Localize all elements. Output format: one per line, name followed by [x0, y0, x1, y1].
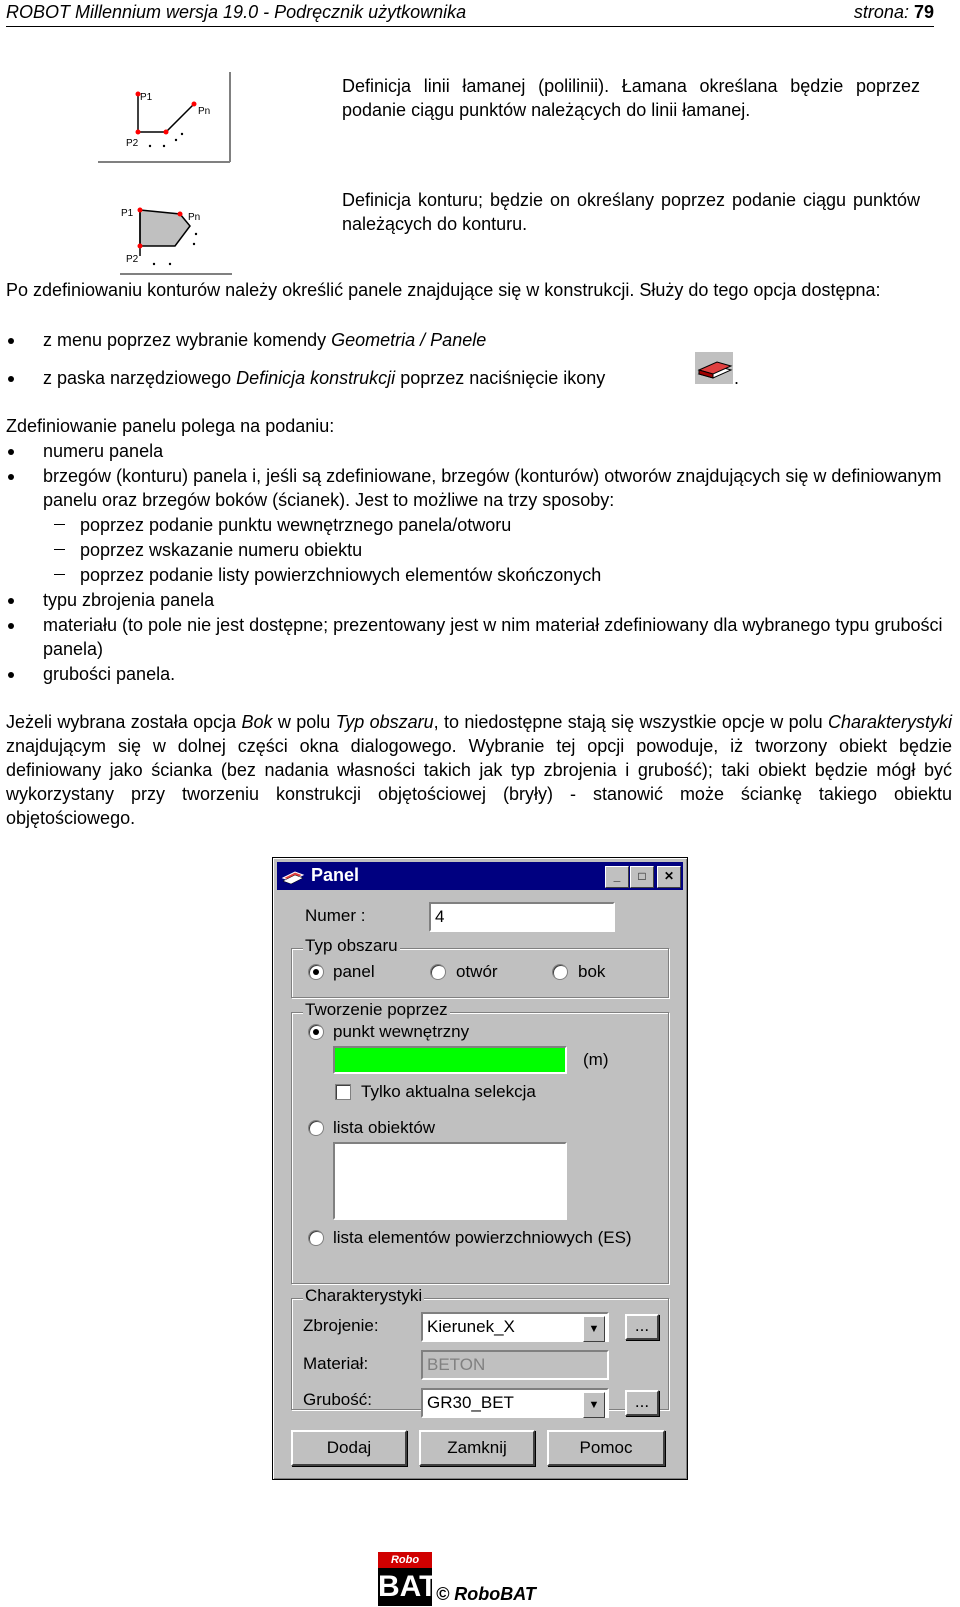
- fig2-pn-label: Pn: [188, 212, 201, 223]
- zamknij-button[interactable]: Zamknij: [419, 1430, 535, 1466]
- panel-tool-icon[interactable]: [695, 352, 733, 384]
- typ-obszaru-title: Typ obszaru: [305, 936, 398, 955]
- polyline-figure: [98, 72, 232, 164]
- maximize-icon[interactable]: □: [630, 866, 654, 888]
- radio-punkt-label: punkt wewnętrzny: [333, 1022, 470, 1041]
- definition-intro: Zdefiniowanie panelu polega na podaniu:: [6, 416, 335, 436]
- pomoc-button[interactable]: Pomoc: [547, 1430, 665, 1466]
- grubosc-label: Grubość:: [303, 1390, 372, 1409]
- tworzenie-title: Tworzenie poprzez: [305, 1000, 448, 1019]
- radio-otwor-label: otwór: [456, 962, 498, 981]
- logo-main-text: BAT: [378, 1570, 438, 1603]
- fig2-p1-label: P1: [121, 208, 134, 219]
- minimize-icon[interactable]: _: [605, 866, 629, 888]
- fig1-p1-label: P1: [140, 92, 153, 103]
- chevron-down-icon[interactable]: ▼: [583, 1392, 605, 1418]
- radio-otwor[interactable]: [430, 964, 446, 980]
- panels-intro: Po zdefiniowaniu konturów należy określić panele znajdujące się w konstrukcji. Służy do tego opcja dostępna:: [6, 280, 881, 300]
- numer-input[interactable]: 4: [429, 902, 615, 932]
- zbrojenie-label: Zbrojenie:: [303, 1316, 379, 1335]
- zbrojenie-select[interactable]: Kierunek_X ▼: [421, 1312, 609, 1342]
- radio-lista[interactable]: [308, 1120, 324, 1136]
- radio-bok-label: bok: [578, 962, 606, 981]
- material-field: BETON: [421, 1350, 609, 1380]
- lista-input[interactable]: [333, 1142, 567, 1220]
- charakterystyki-title: Charakterystyki: [305, 1286, 423, 1305]
- dodaj-button[interactable]: Dodaj: [291, 1430, 407, 1466]
- chevron-down-icon[interactable]: ▼: [583, 1316, 605, 1342]
- radio-punkt[interactable]: [308, 1024, 324, 1040]
- fig2-p2-label: P2: [126, 254, 139, 265]
- fig1-pn-label: Pn: [198, 106, 211, 117]
- robobat-logo: [378, 1552, 438, 1606]
- punkt-input[interactable]: [333, 1046, 567, 1074]
- panel-dialog: [272, 857, 688, 1480]
- radio-panel[interactable]: [308, 964, 324, 980]
- fig1-p2-label: P2: [126, 138, 139, 149]
- radio-panel-label: panel: [333, 962, 375, 981]
- footer-copyright: © RoboBAT: [436, 1584, 536, 1604]
- logo-top-text: Robo: [378, 1552, 432, 1568]
- panel-app-icon: [281, 866, 305, 886]
- polyline-description: Definicja linii łamanej (polilinii). Łamana określana będzie poprzez podanie ciągu punktów należących do linii łamanej.: [342, 76, 920, 120]
- selekcja-checkbox[interactable]: [335, 1084, 351, 1100]
- selekcja-label: Tylko aktualna selekcja: [361, 1082, 536, 1101]
- page-header: [6, 0, 934, 27]
- header-page: strona: 79: [853, 2, 934, 22]
- material-label: Materiał:: [303, 1354, 369, 1373]
- numer-label: Numer :: [305, 906, 366, 925]
- radio-es-label: lista elementów powierzchniowych (ES): [333, 1228, 632, 1247]
- zbrojenie-more-button[interactable]: ...: [625, 1314, 659, 1340]
- grubosc-select[interactable]: GR30_BET ▼: [421, 1388, 609, 1418]
- dialog-title: Panel: [311, 865, 360, 885]
- radio-es[interactable]: [308, 1230, 324, 1246]
- radio-lista-label: lista obiektów: [333, 1118, 436, 1137]
- dialog-titlebar[interactable]: [277, 862, 683, 890]
- contour-description: Definicja konturu; będzie on określany poprzez podanie ciągu punktów należących do konturu.: [342, 190, 920, 234]
- contour-figure: [120, 196, 232, 276]
- toolbar-period: .: [734, 368, 740, 388]
- grubosc-more-button[interactable]: ...: [625, 1390, 659, 1416]
- close-icon[interactable]: ✕: [657, 866, 681, 888]
- header-title: ROBOT Millennium wersja 19.0 - Podręcznik użytkownika: [6, 2, 467, 22]
- unit-label: (m): [583, 1050, 609, 1069]
- radio-bok[interactable]: [552, 964, 568, 980]
- bok-paragraph: Jeżeli wybrana została opcja Bok w polu Typ obszaru, to niedostępne stają się wszystkie opcje w polu Charakterystyki znajdującym się w dolnej części okna dialogowego. Wybranie tej opcji powoduje, iż tworzony obiekt będzie definiowany jako ścianka (bez nadania własności takich jak typ zbrojenia i grubość); taki obiekt będzie mógł być wykorzystany przy tworzeniu konstrukcji objętościowej (bryły) - stanowić może ściankę takiego obiektu objętościowego.: [6, 712, 952, 828]
